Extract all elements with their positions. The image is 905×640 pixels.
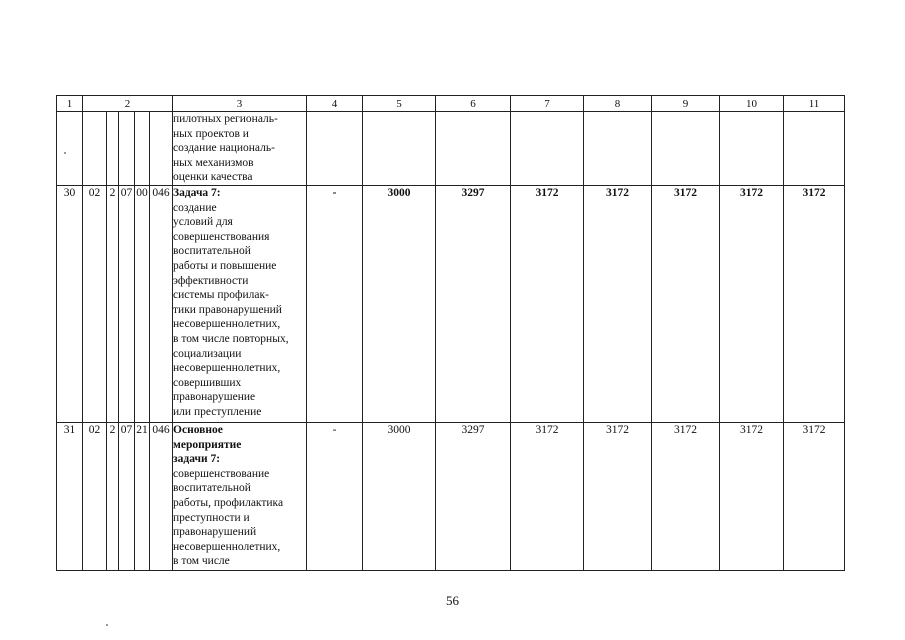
code-event: 00 [135,185,150,422]
cell-description [173,422,307,570]
value-col-10: 3172 [720,422,784,570]
cell-description [173,112,307,186]
description-line: воспитательной [173,245,251,258]
header-col-9: 9 [652,96,720,112]
description-line: эффективности [173,274,249,287]
value-col-4: - [307,422,363,570]
code-section: 02 [83,185,107,422]
scan-speck [64,152,66,154]
description-line: социализации [173,347,242,360]
value-col-8: 3172 [584,185,652,422]
page-number: 56 [446,593,459,608]
header-col-3: 3 [173,96,307,112]
code-item: 046 [150,185,173,422]
description-line: условий для [173,216,233,229]
scan-speck [106,624,108,626]
cell-value [720,112,784,186]
description-line: правонарушений [173,526,257,539]
cell-code [150,112,173,186]
cell-num [57,112,83,186]
cell-value [511,112,584,186]
code-event: 21 [135,422,150,570]
code-item: 046 [150,422,173,570]
cell-code [119,112,135,186]
value-col-5: 3000 [363,422,436,570]
description-line: создание [173,201,217,214]
code-part: 2 [107,422,119,570]
description-line: работы и повышение [173,259,277,272]
description-line: в том числе [173,555,230,568]
header-col-11: 11 [784,96,845,112]
description-line: совершивших [173,376,242,389]
description-line: или преступление [173,405,262,418]
header-col-10: 10 [720,96,784,112]
row-number: 30 [57,185,83,422]
value-col-4: - [307,185,363,422]
code-program: 07 [119,185,135,422]
description-line: создание националь- [173,142,275,155]
activity-title-line: задачи 7: [173,453,221,466]
description-line: системы профилак- [173,289,269,302]
cell-code [135,112,150,186]
header-col-7: 7 [511,96,584,112]
budget-table [56,95,845,571]
activity-title-line: Основное [173,423,223,436]
description-line: пилотных региональ- [173,113,278,125]
value-col-7: 3172 [511,422,584,570]
cell-value [363,112,436,186]
table-row-30 [57,185,845,422]
value-col-10: 3172 [720,185,784,422]
code-program: 07 [119,422,135,570]
description-line: в том числе повторных, [173,332,289,345]
code-part: 2 [107,185,119,422]
value-col-8: 3172 [584,422,652,570]
header-col-2: 2 [83,96,173,112]
header-col-5: 5 [363,96,436,112]
value-col-9: 3172 [652,185,720,422]
cell-code [107,112,119,186]
cell-value [307,112,363,186]
row-number: 31 [57,422,83,570]
header-col-4: 4 [307,96,363,112]
cell-value [784,112,845,186]
cell-code [83,112,107,186]
activity-title-line: мероприятие [173,438,242,451]
cell-value [436,112,511,186]
description-line: совершенствования [173,230,270,243]
description-line: ных проектов и [173,127,249,140]
cell-description [173,185,307,422]
table-row-31 [57,422,845,570]
description-line: несовершеннолетних, [173,318,281,331]
code-section: 02 [83,422,107,570]
description-line: ных механизмов [173,156,254,169]
header-col-8: 8 [584,96,652,112]
table-header-row [57,96,845,112]
value-col-7: 3172 [511,185,584,422]
description-line: правонарушение [173,391,256,404]
description-line: тики правонарушений [173,303,282,316]
value-col-5: 3000 [363,185,436,422]
header-col-6: 6 [436,96,511,112]
value-col-11: 3172 [784,422,845,570]
value-col-9: 3172 [652,422,720,570]
cell-value [652,112,720,186]
value-col-6: 3297 [436,422,511,570]
description-line: оценки качества [173,171,253,184]
value-col-6: 3297 [436,185,511,422]
task-title: Задача 7: [173,186,221,199]
description-line: преступности и [173,511,250,524]
value-col-11: 3172 [784,185,845,422]
description-line: несовершеннолетних, [173,362,281,375]
table-row-continuation [57,112,845,186]
cell-value [584,112,652,186]
description-line: воспитательной [173,482,251,495]
description-line: несовершеннолетних, [173,540,281,553]
header-col-1: 1 [57,96,83,112]
description-line: совершенствование [173,467,270,480]
description-line: работы, профилактика [173,496,284,509]
